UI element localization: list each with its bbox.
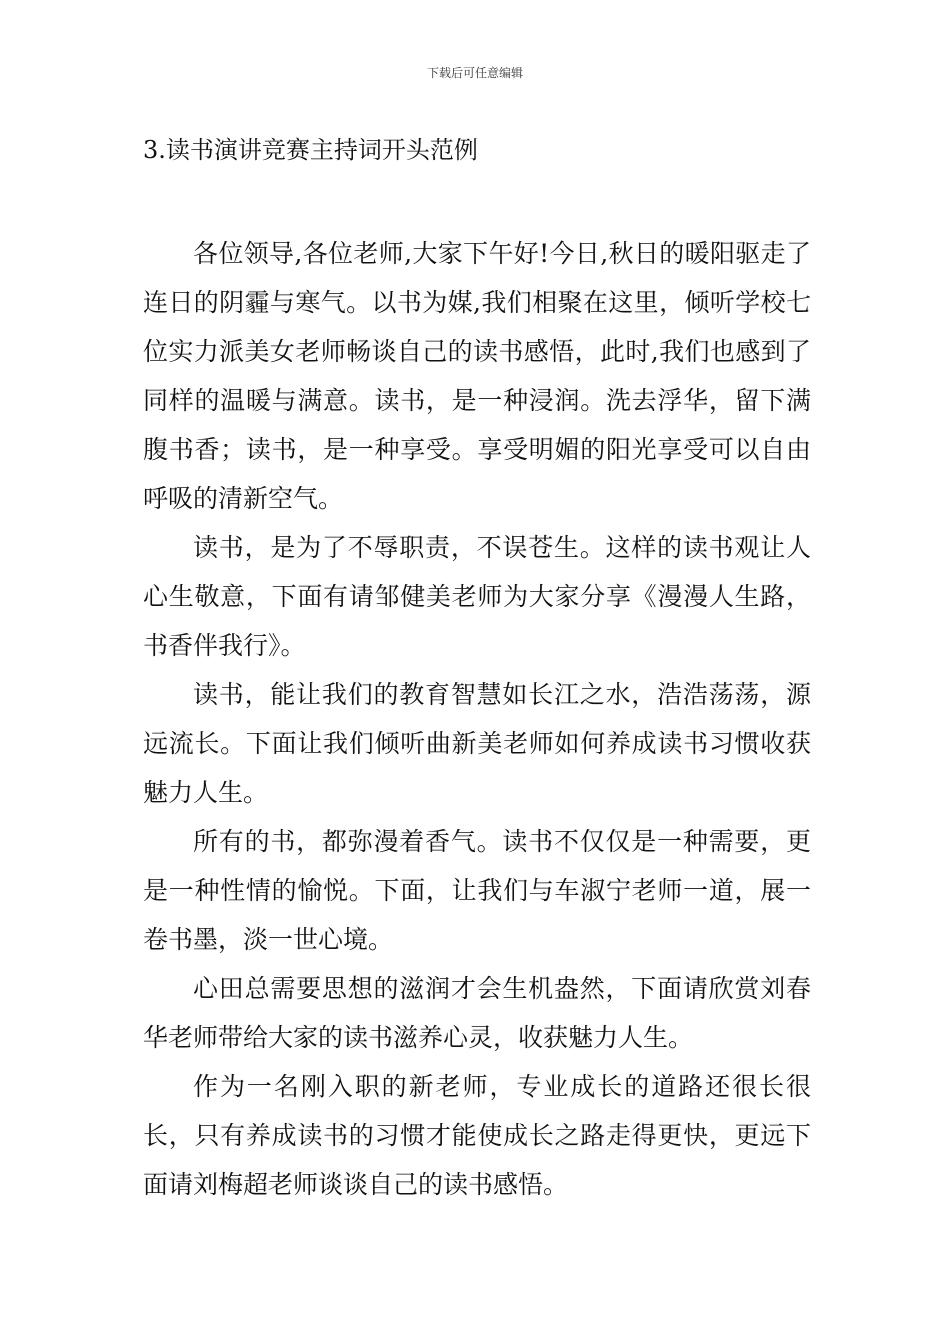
paragraph: 作为一名刚入职的新老师，专业成长的道路还很长很长，只有养成读书的习惯才能使成长之路走得更快，更远下面请刘梅超老师谈谈自己的读书感悟。	[143, 1072, 811, 1199]
paragraph: 读书，是为了不辱职责，不误苍生。这样的读书观让人心生敬意，下面有请邹健美老师为大家分享《漫漫人生路，书香伴我行》。	[143, 533, 811, 660]
paragraph: 心田总需要思想的滋润才会生机盎然，下面请欣赏刘春华老师带给大家的读书滋养心灵，收获魅力人生。	[143, 974, 811, 1052]
paragraph: 各位领导,各位老师,大家下午好!今日,秋日的暖阳驱走了连日的阴霾与寒气。以书为媒,我们相聚在这里，倾听学校七位实力派美女老师畅谈自己的读书感悟，此时,我们也感到了同样的温暖与满意。读书，是一种浸润。洗去浮华，留下满腹书香；读书，是一种享受。享受明媚的阳光享受可以自由呼吸的清新空气。	[143, 239, 811, 513]
document-body	[143, 229, 811, 1209]
paragraph: 读书，能让我们的教育智慧如长江之水，浩浩荡荡，源远流长。下面让我们倾听曲新美老师如何养成读书习惯收获魅力人生。	[143, 680, 811, 807]
document-title: 3.读书演讲竞赛主持词开头范例	[143, 136, 478, 164]
paragraph: 所有的书，都弥漫着香气。读书不仅仅是一种需要，更是一种性情的愉悦。下面，让我们与车淑宁老师一道，展一卷书墨，淡一世心境。	[143, 827, 811, 954]
header-note: 下载后可任意编辑	[426, 66, 523, 80]
